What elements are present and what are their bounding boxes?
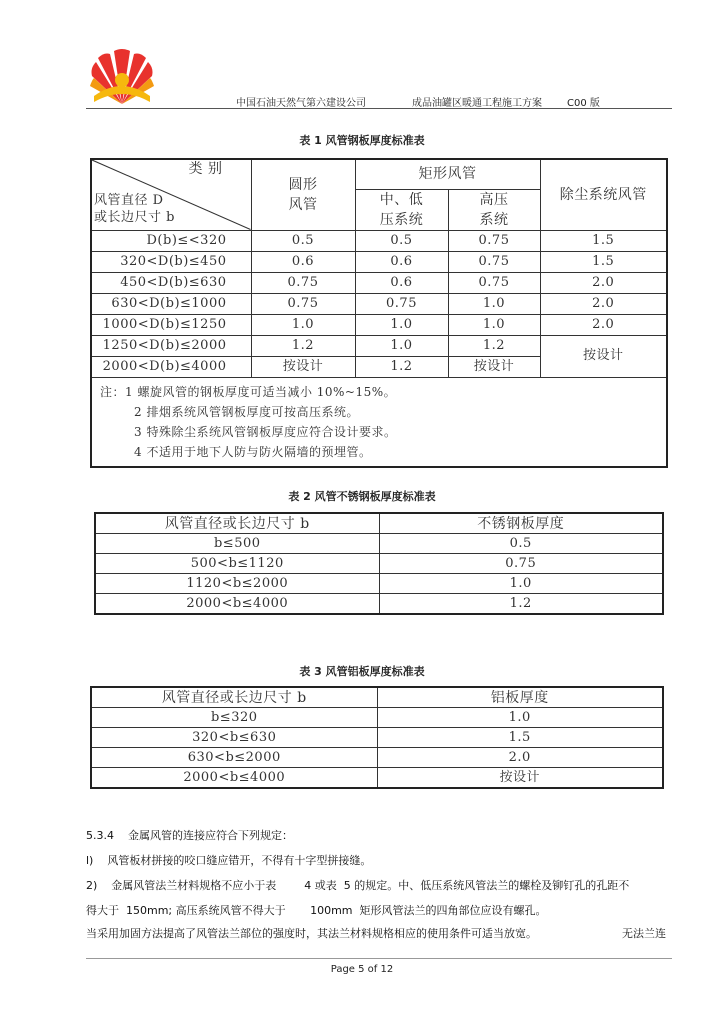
page-number: Page 5 of 12 — [330, 964, 394, 975]
table1-cell-dust: 2.0 — [540, 272, 667, 293]
table1-cell-size: 450<D(b)≤630 — [91, 272, 251, 293]
table-row — [95, 534, 663, 554]
table1-cell-dust: 按设计 — [540, 335, 667, 377]
table1-head-rect-low: 中、低压系统 — [355, 189, 448, 230]
table1-caption: 表 1 风管钢板厚度标准表 — [299, 134, 425, 147]
table3-cell: b≤320 — [91, 708, 377, 728]
table1-cell-round: 0.75 — [251, 293, 355, 314]
table1-cell-size: 1250<D(b)≤2000 — [91, 335, 251, 356]
body-paragraph: 2) 金属风管法兰材料规格不应小于表 4 或表 5 的规定。中、低压系统风管法兰的螺栓及铆钉孔的孔距不 — [86, 879, 630, 892]
table-row — [95, 574, 663, 594]
table1-cell-high: 0.75 — [448, 251, 540, 272]
table1-cell-round: 0.75 — [251, 272, 355, 293]
table3-header: 风管直径或长边尺寸 b — [91, 687, 377, 708]
table2-cell: 1.2 — [379, 594, 663, 615]
table3-cell: 1.5 — [377, 728, 663, 748]
table1-cell-dust: 1.5 — [540, 230, 667, 251]
table1-cell-low: 1.2 — [355, 356, 448, 377]
table2-header: 风管直径或长边尺寸 b — [95, 513, 379, 534]
table-row — [91, 768, 663, 789]
table1-diag-header — [91, 159, 251, 230]
table1-head-size-line2: 或长边尺寸 b — [94, 209, 175, 225]
table1-cell-low: 0.6 — [355, 251, 448, 272]
table3-cell: 按设计 — [377, 768, 663, 789]
table3-cell: 1.0 — [377, 708, 663, 728]
table1-cell-dust: 2.0 — [540, 293, 667, 314]
table2-cell: 0.5 — [379, 534, 663, 554]
table1-cell-high: 0.75 — [448, 272, 540, 293]
table1-note: 4 不适用于地下人防与防火隔墙的预埋管。 — [134, 444, 372, 459]
table3-cell: 2000<b≤4000 — [91, 768, 377, 789]
table2 — [94, 512, 664, 615]
table1-cell-round: 1.0 — [251, 314, 355, 335]
table-row — [91, 314, 667, 335]
table1-cell-low: 0.6 — [355, 272, 448, 293]
table1-head-round: 圆形风管 — [251, 159, 355, 230]
header-company: 中国石油天然气第六建设公司 — [236, 98, 366, 109]
table-row — [95, 594, 663, 615]
table-row — [91, 230, 667, 251]
table3-cell: 630<b≤2000 — [91, 748, 377, 768]
table1-cell-high: 1.0 — [448, 314, 540, 335]
table1-cell-low: 0.75 — [355, 293, 448, 314]
table2-cell: 1120<b≤2000 — [95, 574, 379, 594]
header-doc-title: 成品油罐区暖通工程施工方案 — [412, 98, 542, 109]
table1-cell-dust: 2.0 — [540, 314, 667, 335]
table1-cell-dust: 1.5 — [540, 251, 667, 272]
table1-cell-round: 1.2 — [251, 335, 355, 356]
table1-cell-low: 1.0 — [355, 314, 448, 335]
table3 — [90, 686, 664, 789]
body-paragraph: 5.3.4 金属风管的连接应符合下列规定： — [86, 829, 293, 842]
table2-cell: b≤500 — [95, 534, 379, 554]
table1-head-rect-high: 高压系统 — [448, 189, 540, 230]
table1-note: 3 特殊除尘系统风管钢板厚度应符合设计要求。 — [134, 424, 397, 439]
table1-head-rect: 矩形风管 — [355, 159, 540, 189]
table-row — [91, 728, 663, 748]
table1-cell-size: D(b)≤<320 — [91, 230, 251, 251]
table1-head-dust: 除尘系统风管 — [540, 159, 667, 230]
table1-cell-high: 0.75 — [448, 230, 540, 251]
header-version: C00 版 — [567, 98, 600, 109]
body-paragraph: 当采用加固方法提高了风管法兰部位的强度时，其法兰材料规格相应的使用条件可适当放宽。 — [86, 927, 537, 940]
table1-note: 注：1 螺旋风管的钢板厚度可适当减小 10%~15%。 — [100, 384, 397, 399]
table1-cell-high: 按设计 — [448, 356, 540, 377]
table1-cell-size: 320<D(b)≤450 — [91, 251, 251, 272]
body-paragraph: 得大于 150mm; 高压系统风管不得大于 100mm 矩形风管法兰的四角部位应设有螺孔。 — [86, 904, 547, 917]
table1-head-category: 类 别 — [188, 161, 223, 177]
table1-head-size-line1: 风管直径 D — [94, 192, 164, 208]
table2-cell: 500<b≤1120 — [95, 554, 379, 574]
table1-cell-size: 2000<D(b)≤4000 — [91, 356, 251, 377]
table-row — [91, 748, 663, 768]
header-divider — [86, 108, 672, 109]
table2-cell: 0.75 — [379, 554, 663, 574]
table1-cell-high: 1.0 — [448, 293, 540, 314]
table1-cell-size: 630<D(b)≤1000 — [91, 293, 251, 314]
table3-header: 铝板厚度 — [377, 687, 663, 708]
company-logo — [86, 46, 158, 106]
table1 — [90, 158, 668, 468]
table-row — [91, 335, 667, 356]
body-paragraph-tail: 无法兰连 — [622, 927, 666, 940]
table3-cell: 2.0 — [377, 748, 663, 768]
table2-header: 不锈钢板厚度 — [379, 513, 663, 534]
table-row — [91, 272, 667, 293]
table1-cell-high: 1.2 — [448, 335, 540, 356]
table-row — [91, 293, 667, 314]
table2-caption: 表 2 风管不锈钢板厚度标准表 — [288, 490, 436, 503]
table-row — [95, 554, 663, 574]
body-paragraph: l) 风管板材拼接的咬口缝应错开，不得有十字型拼接缝。 — [86, 854, 372, 867]
table1-cell-round: 按设计 — [251, 356, 355, 377]
table1-cell-round: 0.5 — [251, 230, 355, 251]
table3-caption: 表 3 风管铝板厚度标准表 — [299, 665, 425, 678]
table-row — [91, 708, 663, 728]
table2-cell: 1.0 — [379, 574, 663, 594]
table1-note: 2 排烟系统风管钢板厚度可按高压系统。 — [134, 404, 359, 419]
table1-cell-round: 0.6 — [251, 251, 355, 272]
table1-cell-low: 0.5 — [355, 230, 448, 251]
table2-cell: 2000<b≤4000 — [95, 594, 379, 615]
footer-divider — [86, 958, 672, 959]
table1-cell-low: 1.0 — [355, 335, 448, 356]
table1-cell-size: 1000<D(b)≤1250 — [91, 314, 251, 335]
table-row — [91, 251, 667, 272]
table1-notes — [91, 377, 667, 467]
table3-cell: 320<b≤630 — [91, 728, 377, 748]
